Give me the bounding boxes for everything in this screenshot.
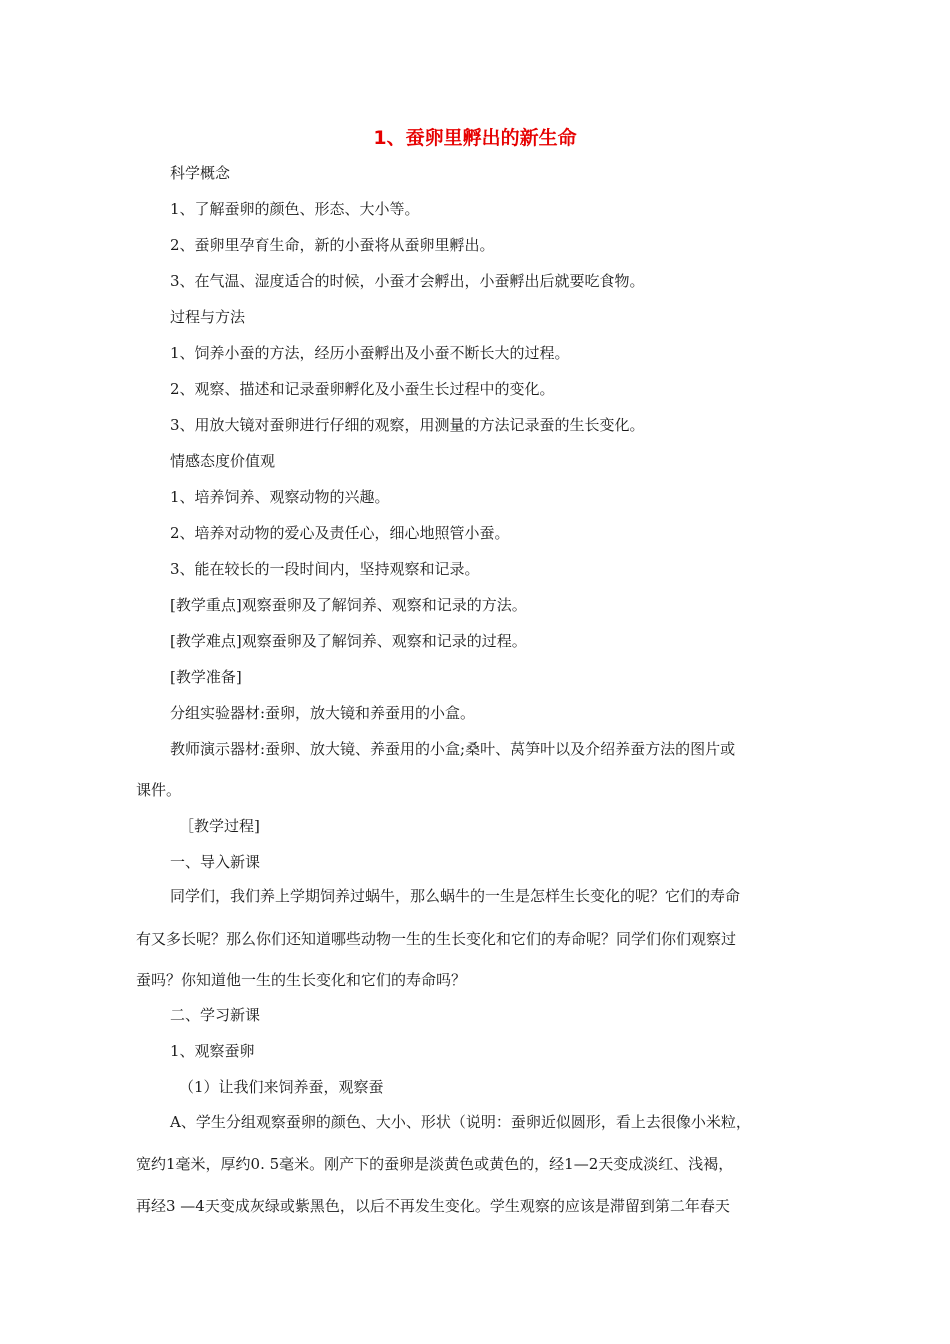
section-heading: 情感态度价值观: [170, 452, 276, 470]
paragraph: 同学们，我们养上学期饲养过蜗牛，那么蜗牛的一生是怎样生长变化的呢？它们的寿命: [170, 887, 741, 905]
paragraph: 课件。: [136, 781, 182, 799]
section-heading: 一、导入新课: [170, 853, 261, 871]
paragraph: 1、了解蚕卵的颜色、形态、大小等。: [170, 200, 420, 218]
paragraph: 3、用放大镜对蚕卵进行仔细的观察，用测量的方法记录蚕的生长变化。: [170, 416, 645, 434]
paragraph: 2、培养对动物的爱心及责任心，细心地照管小蚕。: [170, 524, 510, 542]
paragraph: 2、蚕卵里孕育生命，新的小蚕将从蚕卵里孵出。: [170, 236, 495, 254]
document-title: 1、蚕卵里孵出的新生命: [373, 127, 577, 149]
paragraph: A、学生分组观察蚕卵的颜色、大小、形状（说明：蚕卵近似圆形，看上去很像小米粒，: [170, 1113, 751, 1131]
paragraph: 3、能在较长的一段时间内，坚持观察和记录。: [170, 560, 480, 578]
paragraph: （1）让我们来饲养蚕，观察蚕: [179, 1078, 384, 1096]
paragraph: 教师演示器材:蚕卵、放大镜、养蚕用的小盒;桑叶、莴笋叶以及介绍养蚕方法的图片或: [170, 740, 736, 758]
section-heading: ［教学过程]: [179, 817, 260, 835]
section-heading: [教学准备]: [170, 668, 242, 686]
paragraph: 1、培养饲养、观察动物的兴趣。: [170, 488, 390, 506]
paragraph: [教学重点]观察蚕卵及了解饲养、观察和记录的方法。: [170, 596, 527, 614]
paragraph: 分组实验器材:蚕卵，放大镜和养蚕用的小盒。: [170, 704, 476, 722]
section-heading: 过程与方法: [170, 308, 246, 326]
section-heading: 二、学习新课: [170, 1006, 261, 1024]
paragraph: 再经3 —4天变成灰绿或紫黑色，以后不再发生变化。学生观察的应该是滞留到第二年春天: [136, 1197, 730, 1215]
section-heading: 科学概念: [170, 164, 231, 182]
paragraph: 3、在气温、湿度适合的时候，小蚕才会孵出，小蚕孵出后就要吃食物。: [170, 272, 645, 290]
paragraph: 宽约1毫米，厚约0. 5毫米。刚产下的蚕卵是淡黄色或黄色的，经1—2天变成淡红、浅褐，: [136, 1155, 734, 1173]
paragraph: 2、观察、描述和记录蚕卵孵化及小蚕生长过程中的变化。: [170, 380, 555, 398]
paragraph: 1、饲养小蚕的方法，经历小蚕孵出及小蚕不断长大的过程。: [170, 344, 570, 362]
paragraph: 有又多长呢？那么你们还知道哪些动物一生的生长变化和它们的寿命呢？同学们你们观察过: [136, 930, 737, 948]
section-heading: 1、观察蚕卵: [170, 1042, 255, 1060]
paragraph: [教学难点]观察蚕卵及了解饲养、观察和记录的过程。: [170, 632, 527, 650]
paragraph: 蚕吗？你知道他一生的生长变化和它们的寿命吗？: [136, 971, 467, 989]
